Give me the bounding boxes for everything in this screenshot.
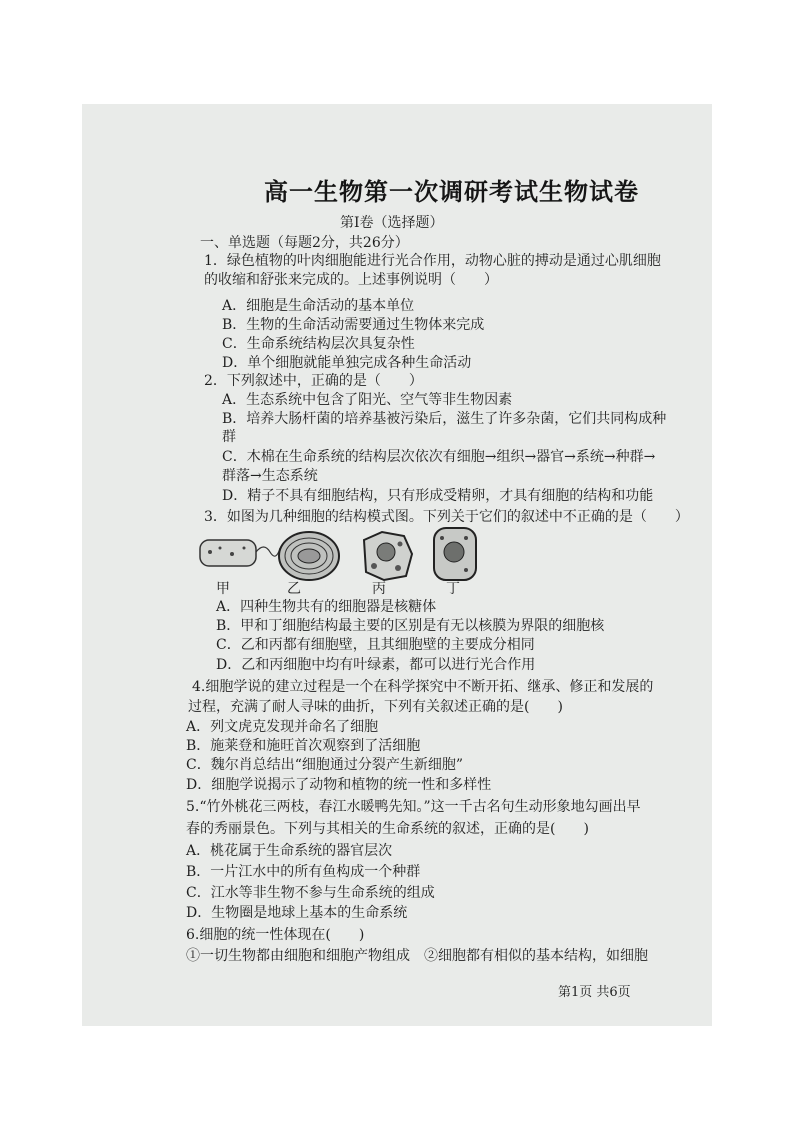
figure-label-jia: 甲 <box>216 581 230 597</box>
option-line: D．细胞学说揭示了动物和植物的统一性和多样性 <box>186 777 492 793</box>
text-line: 的收缩和舒张来完成的。上述事例说明（ ） <box>204 272 498 288</box>
option-line: D．单个细胞就能单独完成各种生命活动 <box>222 355 472 371</box>
option-line: D．精子不具有细胞结构，只有形成受精卵，才具有细胞的结构和功能 <box>222 488 654 504</box>
option-line: A．桃花属于生命系统的器官层次 <box>186 843 393 859</box>
exam-paper <box>82 104 712 1026</box>
figure-label-ding: 丁 <box>446 581 460 597</box>
figure-label-bing: 丙 <box>372 581 386 597</box>
text-line: 3．如图为几种细胞的结构模式图。下列关于它们的叙述中不正确的是（ ） <box>204 509 689 525</box>
option-line: C．江水等非生物不参与生命系统的组成 <box>186 885 435 901</box>
text-line: ①一切生物都由细胞和细胞产物组成 ②细胞都有相似的基本结构，如细胞 <box>186 948 648 964</box>
cell-yi-diagram <box>277 530 342 582</box>
text-line: 1．绿色植物的叶肉细胞能进行光合作用，动物心脏的搏动是通过心肌细胞 <box>204 253 661 269</box>
option-line: C．木棉在生命系统的结构层次依次有细胞→组织→器官→系统→种群→ <box>222 449 656 465</box>
paper-subtitle: 第Ⅰ卷（选择题） <box>340 215 444 231</box>
option-line: C．魏尔肖总结出“细胞通过分裂产生新细胞” <box>186 757 464 773</box>
section-heading: 一、单选题（每题2分，共26分） <box>200 235 409 251</box>
cell-ding-diagram <box>430 524 480 584</box>
option-line: 群 <box>222 429 236 445</box>
option-line: B．施莱登和施旺首次观察到了活细胞 <box>186 738 421 754</box>
option-line: B．培养大肠杆菌的培养基被污染后，滋生了许多杂菌，它们共同构成种 <box>222 411 667 427</box>
cell-bing-diagram <box>358 528 416 584</box>
option-line: A．生态系统中包含了阳光、空气等非生物因素 <box>222 392 513 408</box>
figure-label-yi: 乙 <box>287 581 301 597</box>
text-line: 4.细胞学说的建立过程是一个在科学探究中不断开拓、继承、修正和发展的 <box>192 679 654 695</box>
option-line: A．列文虎克发现并命名了细胞 <box>186 719 379 735</box>
page-number: 第1页 共6页 <box>558 985 631 1000</box>
option-line: D．乙和丙细胞中均有叶绿素，都可以进行光合作用 <box>216 657 536 673</box>
option-line: 群落→生态系统 <box>222 468 318 484</box>
text-line: 5.“竹外桃花三两枝，春江水暖鸭先知。”这一千古名句生动形象地勾画出早 <box>186 799 641 815</box>
option-line: B．生物的生命活动需要通过生物体来完成 <box>222 317 485 333</box>
text-line: 2．下列叙述中，正确的是（ ） <box>204 373 423 389</box>
option-line: C．乙和丙都有细胞壁，且其细胞壁的主要成分相同 <box>216 637 535 653</box>
text-line: 6.细胞的统一性体现在( ) <box>186 927 365 943</box>
option-line: A．细胞是生命活动的基本单位 <box>222 298 415 314</box>
option-line: B．一片江水中的所有鱼构成一个种群 <box>186 864 421 880</box>
option-line: C．生命系统结构层次具复杂性 <box>222 336 415 352</box>
text-line: 过程，充满了耐人寻味的曲折，下列有关叙述正确的是( ) <box>188 699 563 715</box>
text-line: 春的秀丽景色。下列与其相关的生命系统的叙述，正确的是( ) <box>186 821 589 837</box>
option-line: A．四种生物共有的细胞器是核糖体 <box>216 599 437 615</box>
option-line: B．甲和丁细胞结构最主要的区别是有无以核膜为界限的细胞核 <box>216 618 605 634</box>
option-line: D．生物圈是地球上基本的生命系统 <box>186 905 408 921</box>
paper-title: 高一生物第一次调研考试生物试卷 <box>264 177 639 206</box>
